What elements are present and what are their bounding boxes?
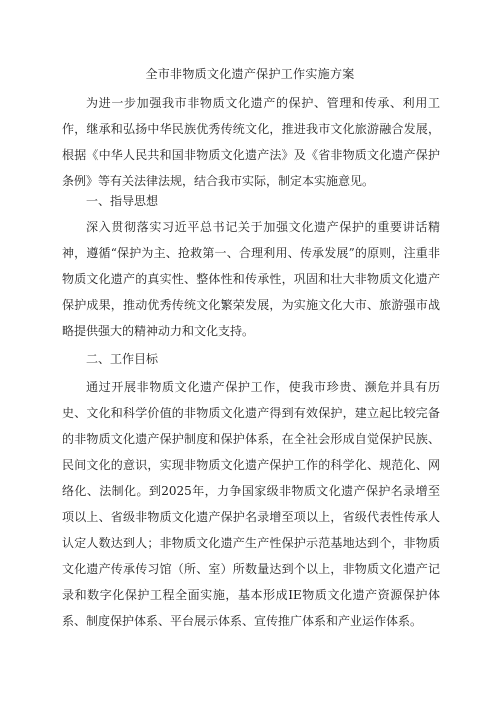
section-heading-guiding-ideology: 一、指导思想 <box>86 194 159 208</box>
document-title: 全市非物质文化遗产保护工作实施方案 <box>145 67 355 81</box>
section-heading-work-goals: 二、工作目标 <box>86 352 159 366</box>
work-goals-paragraph: 通过开展非物质文化遗产保护工作，使我市珍贵、濒危并具有历史、文化和科学价值的非物质文化遗产得到有效保护，建立起比较完备的非物质文化遗产保护制度和保护体系，在全社会形成自觉保护民族、民间文化的意识，实现非物质文化遗产保护工作的科学化、规范化、网络化、法制化。到2025年，力争国家级非物质文化遗产保护名录增至项以上、省级非物质文化遗产保护名录增至项以上，省级代表性传承人认定人数达到人；非物质文化遗产生产性保护示范基地达到个，非物质文化遗产传承传习馆（所、室）所数量达到个以上，非物质文化遗产记录和数字化保护工程全面实施，基本形成IE物质文化遗产资源保护体系、制度保护体系、平台展示体系、宣传推广体系和产业运作体系。 <box>62 380 440 628</box>
guiding-ideology-paragraph: 深入贯彻落实习近平总书记关于加强文化遗产保护的重要讲话精神，遵循“保护为主、抢救第一、合理利用、传承发展”的原则，注重非物质文化遗产的真实性、整体性和传承性，巩固和壮大非物质文化遗产保护成果，推动优秀传统文化繁荣发展，为实施文化大市、旅游强市战略提供强大的精神动力和文化支持。 <box>62 220 440 338</box>
intro-paragraph: 为进一步加强我市非物质文化遗产的保护、管理和传承、利用工作，继承和弘扬中华民族优秀传统文化，推进我市文化旅游融合发展，根据《中华人民共和国非物质文化遗产法》及《省非物质文化遗产保护条例》等有关法律法规，结合我市实际，制定本实施意见。 <box>62 96 440 188</box>
